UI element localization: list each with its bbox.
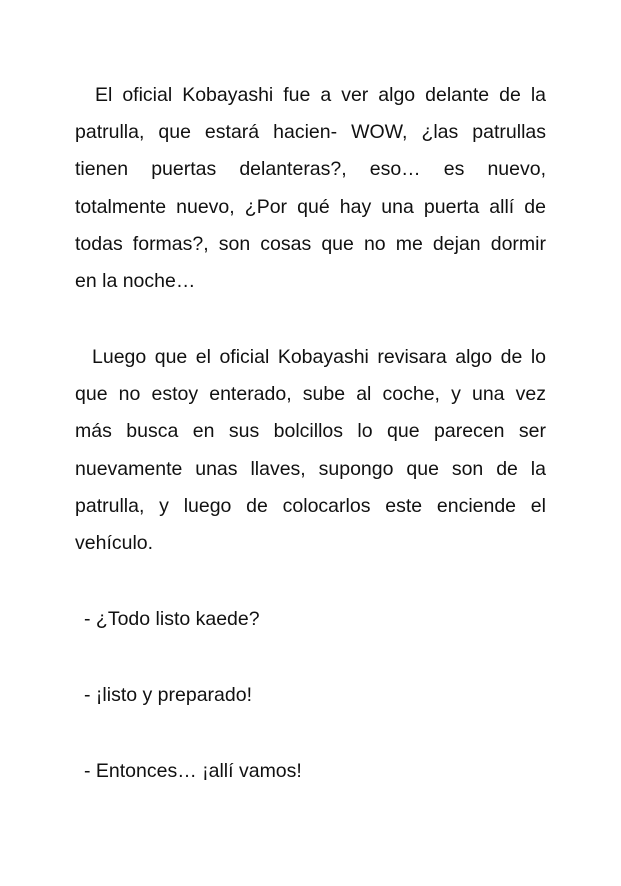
paragraph-line: vehículo.: [75, 532, 154, 555]
paragraph-line: Luego que el oficial Kobayashi revisara algo de lo: [75, 346, 546, 368]
paragraph-line: en la noche…: [75, 270, 196, 293]
paragraph-line: tienen puertas delanteras?, eso… es nuevo,: [75, 158, 546, 181]
dialogue-line-3: - Entonces… ¡allí vamos!: [84, 760, 302, 782]
paragraph-line: El oficial Kobayashi fue a ver algo delante de la: [75, 84, 546, 106]
paragraph-line: nuevamente unas llaves, supongo que son de la: [75, 457, 546, 480]
paragraph-line: que no estoy enterado, sube al coche, y una vez: [75, 383, 546, 406]
dialogue-line-1: - ¿Todo listo kaede?: [84, 608, 260, 630]
dialogue-line-2: - ¡listo y preparado!: [84, 684, 252, 706]
paragraph-line: todas formas?, son cosas que no me dejan dormir: [75, 232, 546, 255]
paragraph-1: [75, 77, 546, 300]
paragraph-2: [75, 339, 546, 562]
paragraph-line: patrulla, y luego de colocarlos este enciende el: [75, 494, 546, 517]
paragraph-line: patrulla, que estará hacien- WOW, ¿las patrullas: [75, 121, 546, 144]
paragraph-line: más busca en sus bolcillos lo que parecen ser: [75, 420, 546, 443]
paragraph-line: totalmente nuevo, ¿Por qué hay una puerta allí de: [75, 195, 546, 218]
